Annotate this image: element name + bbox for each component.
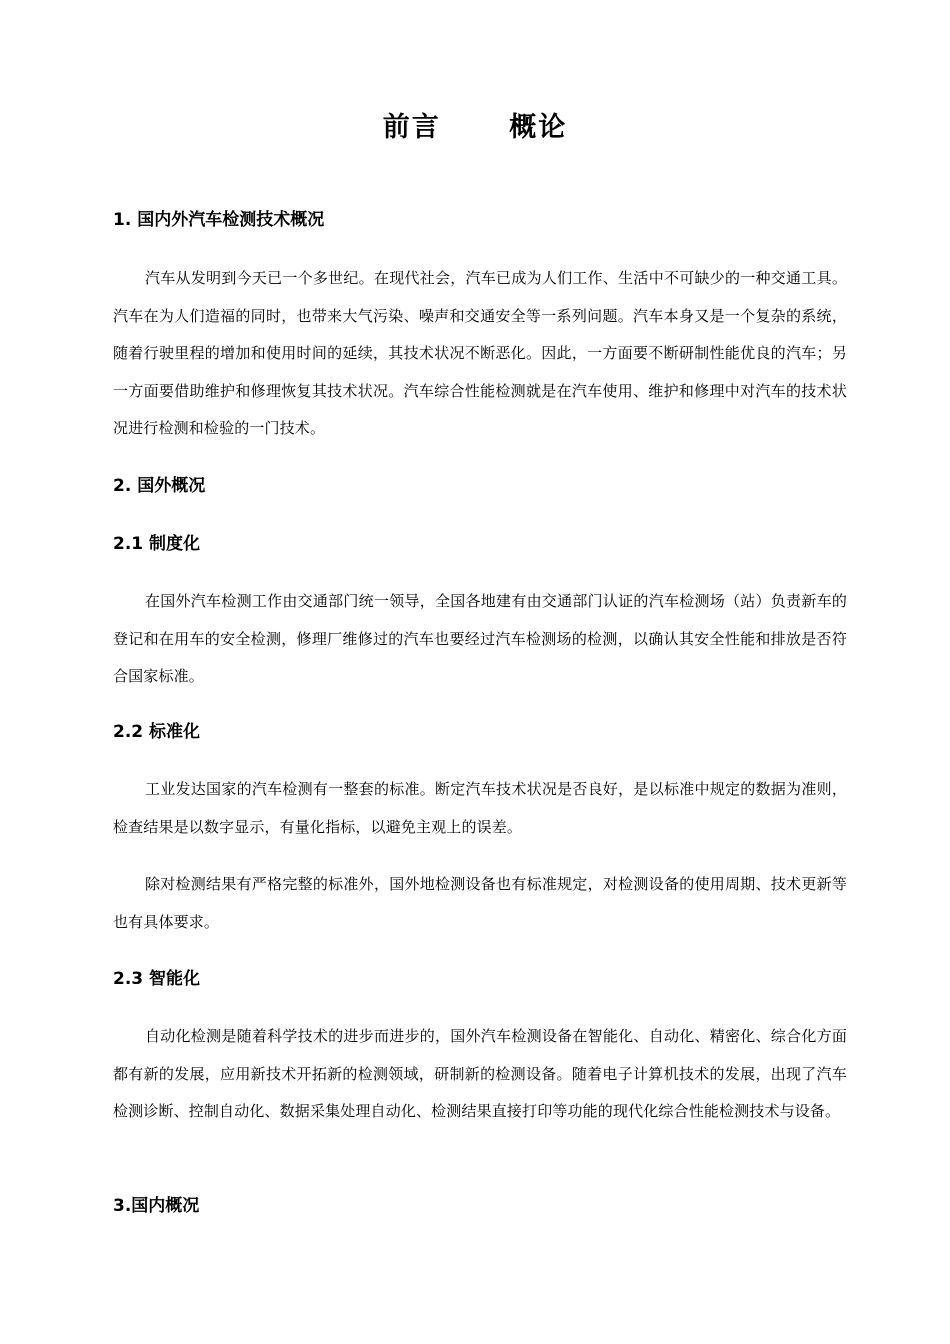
- section-2-1-paragraph: 在国外汽车检测工作由交通部门统一领导，全国各地建有由交通部门认证的汽车检测场（站）负责新车的登记和在用车的安全检测，修理厂维修过的汽车也要经过汽车检测场的检测，以确认其安全性能和排放是否符合国家标准。: [113, 592, 847, 685]
- section-2-2-paragraph-2: 除对检测结果有严格完整的标准外，国外地检测设备也有标准规定，对检测设备的使用周期、技术更新等也有具体要求。: [113, 875, 847, 931]
- section-2-2-paragraph-1: 工业发达国家的汽车检测有一整套的标准。断定汽车技术状况是否良好，是以标准中规定的数据为准则，检查结果是以数字显示，有量化指标，以避免主观上的误差。: [113, 780, 847, 836]
- section-heading-2-3: 2.3 智能化: [113, 969, 201, 989]
- section-1-paragraph: 汽车从发明到今天已一个多世纪。在现代社会，汽车已成为人们工作、生活中不可缺少的一种交通工具。汽车在为人们造福的同时，也带来大气污染、噪声和交通安全等一系列问题。汽车本身又是一个复杂的系统，随着行驶里程的增加和使用时间的延续，其技术状况不断恶化。因此，一方面要不断研制性能优良的汽车；另一方面要借助维护和修理恢复其技术状况。汽车综合性能检测就是在汽车使用、维护和修理中对汽车的技术状况进行检测和检验的一门技术。: [113, 269, 847, 437]
- page-title: 前言 概论: [382, 112, 568, 143]
- section-heading-2-2: 2.2 标准化: [113, 722, 201, 742]
- section-heading-2: 2. 国外概况: [113, 476, 206, 496]
- section-heading-3: 3.国内概况: [113, 1196, 200, 1216]
- section-2-3-paragraph: 自动化检测是随着科学技术的进步而进步的，国外汽车检测设备在智能化、自动化、精密化、综合化方面都有新的发展，应用新技术开拓新的检测领域，研制新的检测设备。随着电子计算机技术的发展，出现了汽车检测诊断、控制自动化、数据采集处理自动化、检测结果直接打印等功能的现代化综合性能检测技术与设备。: [113, 1027, 847, 1120]
- section-heading-2-1: 2.1 制度化: [113, 534, 201, 554]
- section-heading-1: 1. 国内外汽车检测技术概况: [113, 210, 325, 230]
